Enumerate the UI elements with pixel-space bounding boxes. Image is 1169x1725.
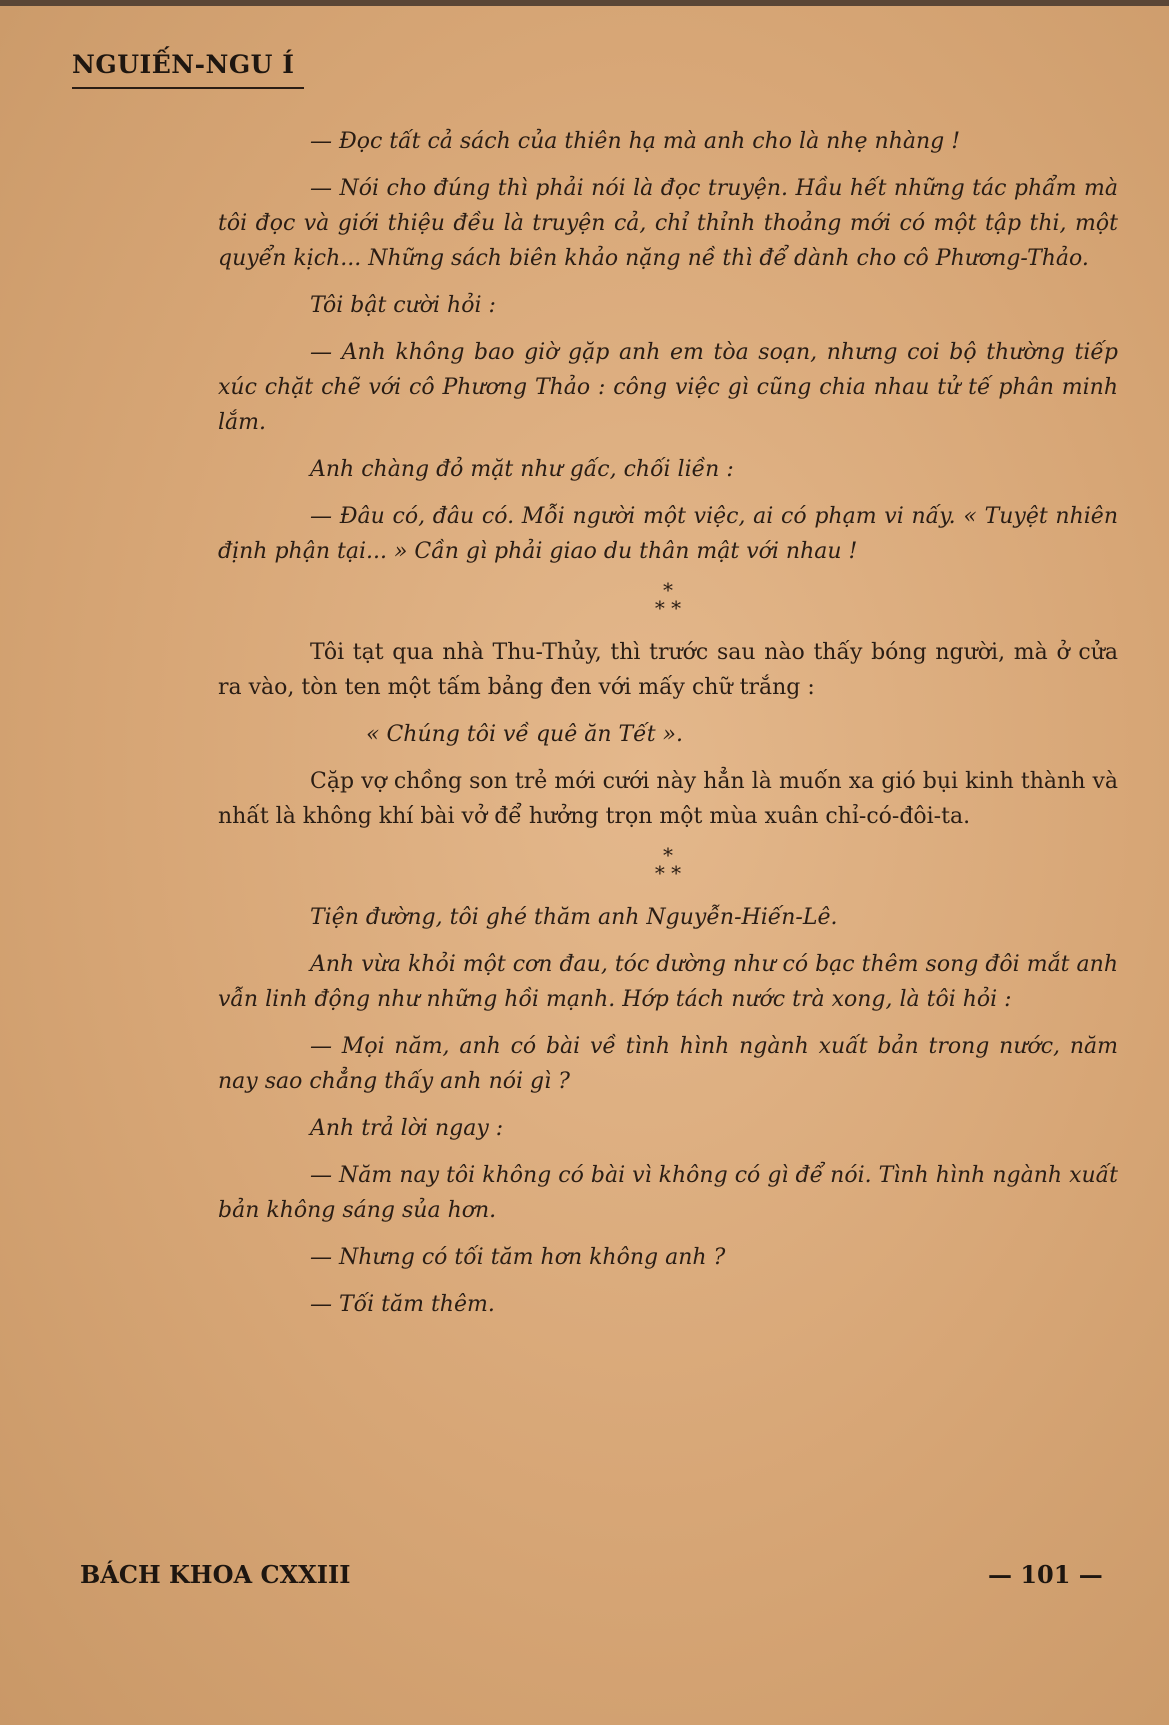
section-separator	[218, 578, 1118, 620]
paragraph: — Đọc tất cả sách của thiên hạ mà anh cho là nhẹ nhàng !	[310, 129, 961, 154]
paragraph: Tôi tạt qua nhà Thu-Thủy, thì trước sau nào thấy bóng người, mà ở cửa ra vào, tòn ten một tấm bảng đen với mấy chữ trắng :	[218, 640, 1118, 700]
section-separator	[218, 843, 1118, 885]
paragraph: Tiện đường, tôi ghé thăm anh Nguyễn-Hiến-Lê.	[310, 905, 838, 930]
paragraph: — Nói cho đúng thì phải nói là đọc truyện. Hầu hết những tác phẩm mà tôi đọc và giới thiệu đều là truyện cả, chỉ thỉnh thoảng mới có một tập thi, một quyển kịch... Những sách biên khảo nặng nề thì để dành cho cô Phương-Thảo.	[218, 176, 1118, 271]
paragraph: — Tối tăm thêm.	[310, 1292, 495, 1317]
separator-bottom: * *	[654, 861, 682, 885]
paragraph: — Nhưng có tối tăm hơn không anh ?	[310, 1245, 726, 1270]
paragraph: Anh vừa khỏi một cơn đau, tóc dường như có bạc thêm song đôi mắt anh vẫn linh động như những hồi mạnh. Hớp tách nước trà xong, là tôi hỏi :	[218, 952, 1118, 1012]
quote-line: « Chúng tôi về quê ăn Tết ».	[366, 722, 683, 747]
header-rule	[72, 87, 304, 89]
paragraph: Cặp vợ chồng son trẻ mới cưới này hẳn là muốn xa gió bụi kinh thành và nhất là không khí bài vở để hưởng trọn một mùa xuân chỉ-có-đôi-ta.	[218, 769, 1118, 829]
top-edge	[0, 0, 1169, 6]
separator-top: *	[663, 578, 673, 602]
paragraph: — Năm nay tôi không có bài vì không có gì để nói. Tình hình ngành xuất bản không sáng sủa hơn.	[218, 1163, 1118, 1223]
paragraph: — Đâu có, đâu có. Mỗi người một việc, ai có phạm vi nấy. « Tuyệt nhiên định phận tại... » Cần gì phải giao du thân mật với nhau !	[218, 504, 1118, 564]
running-title: NGUIẾN-NGU Í	[72, 50, 295, 79]
paragraph: Tôi bật cười hỏi :	[310, 293, 496, 318]
paragraph: Anh chàng đỏ mặt như gấc, chối liền :	[310, 457, 734, 482]
separator-top: *	[663, 843, 673, 867]
separator-bottom: * *	[654, 596, 682, 620]
paragraph: Anh trả lời ngay :	[310, 1116, 504, 1141]
paragraph: — Mọi năm, anh có bài về tình hình ngành xuất bản trong nước, năm nay sao chẳng thấy anh nói gì ?	[218, 1034, 1118, 1094]
article-body	[218, 124, 1118, 1334]
publication-name: BÁCH KHOA CXXIII	[80, 1560, 351, 1589]
page-number: — 101 —	[988, 1560, 1103, 1589]
paragraph: — Anh không bao giờ gặp anh em tòa soạn, nhưng coi bộ thường tiếp xúc chặt chẽ với cô Phương Thảo : công việc gì cũng chia nhau tử tế phân minh lắm.	[218, 340, 1118, 435]
